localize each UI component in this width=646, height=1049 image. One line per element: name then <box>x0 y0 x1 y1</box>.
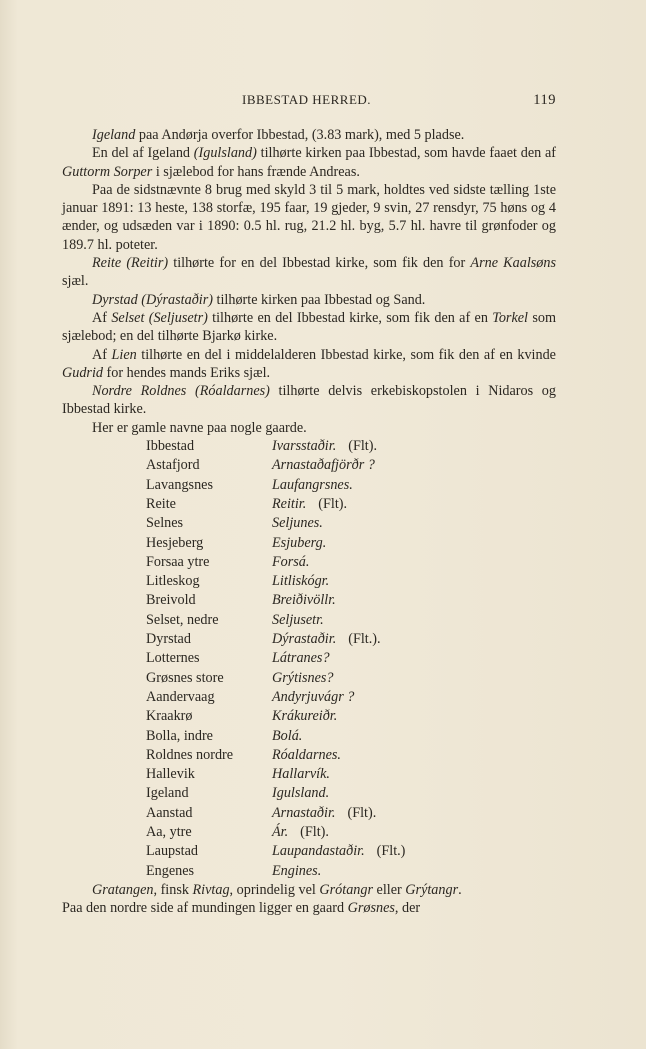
name-row <box>146 746 405 765</box>
old-name-cell <box>272 591 405 610</box>
old-name-cell <box>272 784 405 803</box>
farm-names-table <box>146 437 405 881</box>
name-row <box>146 476 405 495</box>
old-name-cell <box>272 611 405 630</box>
text-run: sjæl. <box>62 273 89 290</box>
paragraph-igulsland <box>62 144 556 181</box>
old-norse-name: Reitir. <box>272 495 307 512</box>
modern-name: Bolla, indre <box>146 727 213 744</box>
old-norse-name: Grýtisnes? <box>272 669 334 686</box>
old-norse-name: Arnastaðafjörðr ? <box>272 457 375 474</box>
old-name: Grótangr <box>319 881 373 898</box>
source-note: (Flt.). <box>348 631 381 648</box>
text-run: Paa de sidstnævnte 8 brug med skyld 3 til 5 mark, holdtes ved sidste tælling 1ste januar 1891: 13 heste, 138 storfæ, 195 faar, 19 gjeder, 9 svin, 27 rensdyr, 75 høns og 4 ænder, og udsæden var i 1890: 0.5 hl. rug, 21.2 hl. byg, 5.7 hl. havre til grønfoder og 189.7 hl. poteter. <box>62 181 556 253</box>
farm-name: Selset (Seljusetr) <box>111 309 208 326</box>
source-note: (Flt). <box>348 438 378 455</box>
modern-name: Igeland <box>146 785 189 802</box>
name-row <box>146 572 405 591</box>
page-number: 119 <box>533 92 556 108</box>
text-run: tilhørte delvis erkebiskopstolen i Nidaros og Ibbestad kirke. <box>62 383 556 418</box>
old-name-cell <box>272 862 405 881</box>
old-norse-name: Litliskógr. <box>272 573 330 590</box>
old-name-cell <box>272 842 405 861</box>
old-norse-name: Engines. <box>272 862 322 879</box>
paragraph-gratangen <box>62 881 556 899</box>
text-run: tilhørte kirken paa Ibbestad, som havde faaet den af <box>256 145 557 162</box>
paragraph-roldnes <box>62 382 556 419</box>
modern-name: Laupstad <box>146 843 199 860</box>
paragraph-gratangen-cont <box>62 899 556 917</box>
old-norse-name: Laufangrsnes. <box>272 476 353 493</box>
name-row <box>146 553 405 572</box>
text-run: for hendes mands Eriks sjæl. <box>103 364 271 381</box>
old-norse-name: Hallarvík. <box>272 766 330 783</box>
place-name: Gratangen <box>92 881 154 898</box>
name-row <box>146 456 405 475</box>
old-norse-name: Breiðivöllr. <box>272 592 336 609</box>
old-name-cell <box>272 746 405 765</box>
text-run: En del af Igeland <box>92 145 194 162</box>
modern-name: Hesjeberg <box>146 534 204 551</box>
old-norse-name: Ár. <box>272 823 289 840</box>
old-name-cell <box>272 649 405 668</box>
name-row <box>146 862 405 881</box>
paragraph-selset <box>62 309 556 346</box>
text-run: Paa den nordre side af mundingen ligger en gaard <box>62 900 348 917</box>
text-run: , oprindelig vel <box>229 881 320 898</box>
header-title: IBBESTAD HERRED. <box>242 92 372 107</box>
name-row <box>146 688 405 707</box>
old-name-cell <box>272 804 405 823</box>
place-name: Rivtag <box>192 881 230 898</box>
modern-name: Aa, ytre <box>146 823 192 840</box>
modern-name: Hallevik <box>146 766 195 783</box>
name-row <box>146 765 405 784</box>
modern-name: Reite <box>146 495 176 512</box>
paragraph-lien <box>62 346 556 383</box>
old-name-cell <box>272 476 405 495</box>
farm-name: Dyrstad (Dýrastaðir) <box>92 291 213 308</box>
name-row <box>146 842 405 861</box>
text-run: tilhørte for en del Ibbestad kirke, som fik den for <box>168 255 471 272</box>
modern-name: Aandervaag <box>146 688 215 705</box>
farm-name: Grøsnes <box>347 900 395 917</box>
modern-name: Roldnes nordre <box>146 746 234 763</box>
text-run: tilhørte kirken paa Ibbestad og Sand. <box>212 291 426 308</box>
modern-name: Kraakrø <box>146 708 193 725</box>
name-row <box>146 707 405 726</box>
old-name: Grýtangr <box>405 881 459 898</box>
source-note: (Flt). <box>300 823 329 840</box>
old-name: (Igulsland) <box>193 145 257 162</box>
modern-name: Selset, nedre <box>146 611 219 628</box>
old-norse-name: Esjuberg. <box>272 534 327 551</box>
old-norse-name: Forsá. <box>272 553 310 570</box>
old-norse-name: Látranes? <box>272 650 330 667</box>
source-note: (Flt). <box>347 804 377 821</box>
names-intro: Her er gamle navne paa nogle gaarde. <box>92 419 307 436</box>
old-name-cell <box>272 456 405 475</box>
paragraph-census <box>62 181 556 254</box>
modern-name: Lotternes <box>146 650 200 667</box>
text-run: , finsk <box>153 881 193 898</box>
modern-name: Ibbestad <box>146 438 195 455</box>
source-note: (Flt.) <box>376 843 406 860</box>
name-row <box>146 804 405 823</box>
old-norse-name: Seljusetr. <box>272 611 324 628</box>
farm-name: Igeland <box>92 127 136 143</box>
name-row <box>146 630 405 649</box>
text-run: eller <box>373 881 406 898</box>
farm-name: Reite (Reitir) <box>92 255 169 272</box>
old-name-cell <box>272 437 405 456</box>
name-row <box>146 669 405 688</box>
old-norse-name: Dýrastaðir. <box>272 631 337 648</box>
modern-name: Lavangsnes <box>146 476 213 493</box>
name-row <box>146 784 405 803</box>
modern-name: Dyrstad <box>146 631 191 648</box>
old-name-cell <box>272 534 405 553</box>
modern-name: Engenes <box>146 862 195 879</box>
name-row <box>146 534 405 553</box>
name-row <box>146 823 405 842</box>
name-row <box>146 591 405 610</box>
text-run: , der <box>394 900 421 917</box>
text-run: Af <box>92 346 112 363</box>
paragraph-reite <box>62 254 556 291</box>
farm-name: Lien <box>111 346 137 363</box>
person-name: Torkel <box>492 309 528 326</box>
text-run: tilhørte en del Ibbestad kirke, som fik den af en <box>207 309 493 326</box>
old-name-cell <box>272 514 405 533</box>
paragraph-dyrstad <box>62 291 556 309</box>
old-name-cell <box>272 765 405 784</box>
old-name-cell <box>272 688 405 707</box>
modern-name: Astafjord <box>146 457 200 474</box>
old-norse-name: Arnastaðir. <box>272 804 336 821</box>
name-row <box>146 495 405 514</box>
farm-name: Nordre Roldnes (Róaldarnes) <box>92 383 270 400</box>
old-norse-name: Igulsland. <box>272 785 330 802</box>
old-name-cell <box>272 553 405 572</box>
text-run: som sjælebod; en del tilhørte Bjarkø kirke. <box>62 309 556 345</box>
text-run: Af <box>92 309 112 326</box>
person-name: Guttorm Sorper <box>62 163 153 180</box>
old-norse-name: Seljunes. <box>272 515 323 532</box>
name-row <box>146 611 405 630</box>
old-norse-name: Bolá. <box>272 727 303 744</box>
old-norse-name: Laupandastaðir. <box>272 843 365 860</box>
old-norse-name: Róaldarnes. <box>272 746 341 763</box>
modern-name: Selnes <box>146 515 184 532</box>
text-run: paa Andørja overfor Ibbestad, (3.83 mark), med 5 pladse. <box>135 127 465 143</box>
old-name-cell <box>272 727 405 746</box>
old-norse-name: Ivarsstaðir. <box>272 438 337 455</box>
modern-name: Aanstad <box>146 804 193 821</box>
old-name-cell <box>272 630 405 649</box>
person-name: Arne Kaalsøns <box>470 255 556 272</box>
person-name: Gudrid <box>62 364 103 381</box>
text-run: tilhørte en del i middelalderen Ibbestad kirke, som fik den af en kvinde <box>136 346 556 363</box>
modern-name: Litleskog <box>146 573 200 590</box>
text-run: i sjælebod for hans frænde Andreas. <box>152 163 360 180</box>
name-row <box>146 649 405 668</box>
modern-name: Breivold <box>146 592 196 609</box>
old-name-cell <box>272 495 405 514</box>
old-name-cell <box>272 707 405 726</box>
modern-name: Grøsnes store <box>146 669 224 686</box>
name-row <box>146 727 405 746</box>
old-name-cell <box>272 823 405 842</box>
old-name-cell <box>272 572 405 591</box>
page-body <box>62 126 556 917</box>
source-note: (Flt). <box>318 495 348 512</box>
modern-name: Forsaa ytre <box>146 553 210 570</box>
text-run: . <box>458 881 462 898</box>
name-row <box>146 437 405 456</box>
old-name-cell <box>272 669 405 688</box>
old-norse-name: Andyrjuvágr ? <box>272 688 355 705</box>
paragraph-igeland <box>62 126 556 144</box>
old-norse-name: Krákureiðr. <box>272 708 338 725</box>
name-row <box>146 514 405 533</box>
